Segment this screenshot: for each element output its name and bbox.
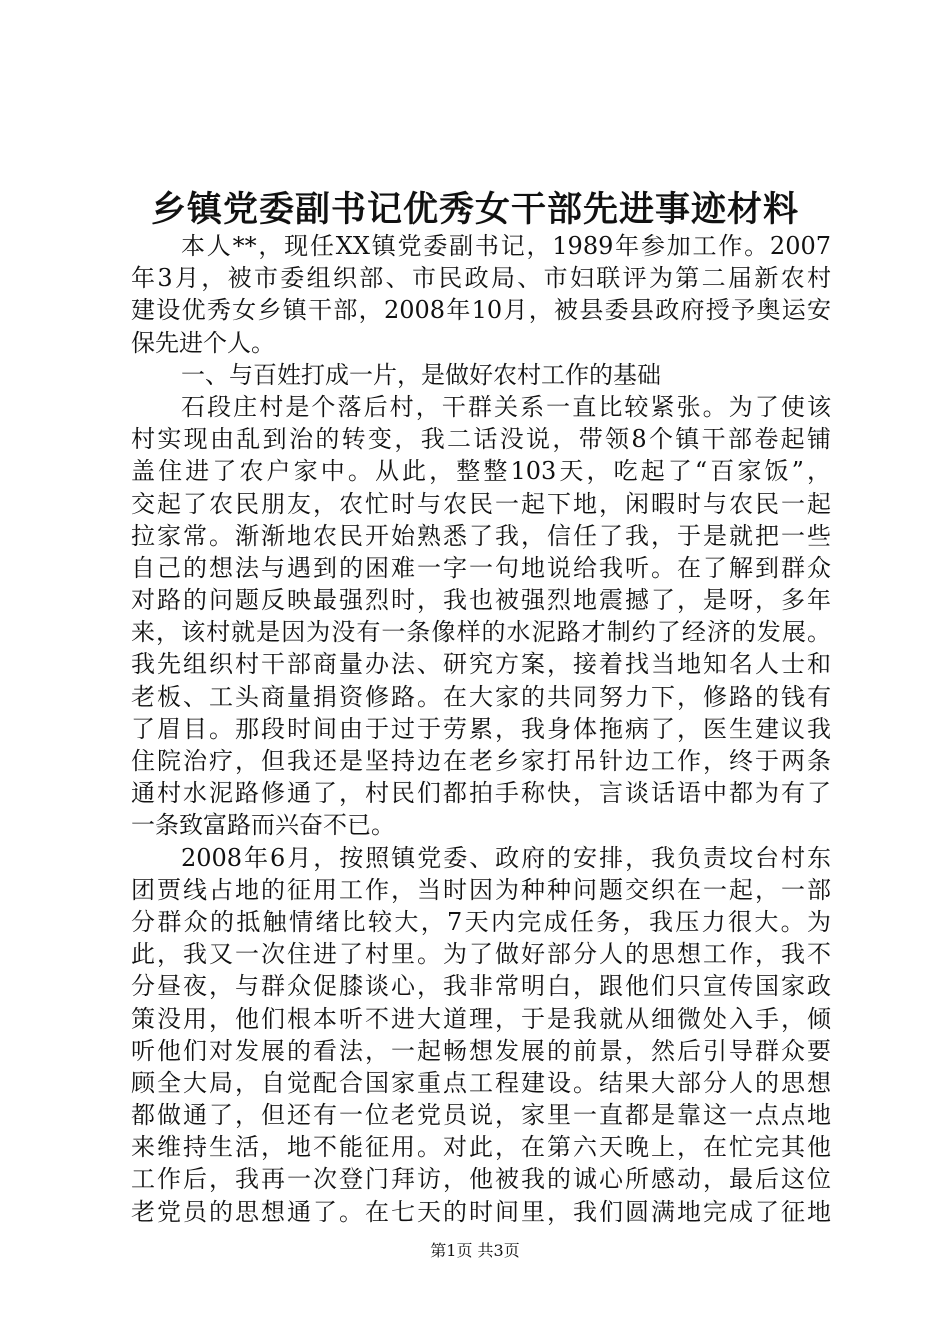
paragraph-line: 村实现由乱到治的转变，我二话没说，带领8个镇干部卷起铺	[131, 425, 831, 454]
page-number-footer: 第1页 共3页	[430, 1241, 520, 1260]
paragraph-line: 顾全大局，自觉配合国家重点工程建设。结果大部分人的思想	[131, 1068, 831, 1097]
paragraph-line: 拉家常。渐渐地农民开始熟悉了我，信任了我，于是就把一些	[131, 521, 831, 550]
paragraph-line: 分昼夜，与群众促膝谈心，我非常明白，跟他们只宣传国家政	[131, 972, 831, 1001]
paragraph-line: 保先进个人。	[131, 328, 275, 357]
paragraph-line: 一条致富路而兴奋不已。	[131, 811, 395, 840]
paragraph-line: 此，我又一次住进了村里。为了做好部分人的思想工作，我不	[131, 940, 831, 969]
document-body	[131, 230, 831, 1228]
paragraph-line: 分群众的抵触情绪比较大，7天内完成任务，我压力很大。为	[131, 907, 831, 936]
paragraph-line: 交起了农民朋友，农忙时与农民一起下地，闲暇时与农民一起	[131, 489, 831, 518]
paragraph-line: 来，该村就是因为没有一条像样的水泥路才制约了经济的发展。	[131, 618, 831, 647]
paragraph-line: 2008年6月，按照镇党委、政府的安排，我负责坟台村东	[181, 843, 831, 872]
paragraph-line: 策没用，他们根本听不进大道理，于是我就从细微处入手，倾	[131, 1004, 831, 1033]
section-heading: 一、与百姓打成一片，是做好农村工作的基础	[181, 360, 661, 389]
paragraph-line: 自己的想法与遇到的困难一字一句地说给我听。在了解到群众	[131, 553, 831, 582]
paragraph-line: 老党员的思想通了。在七天的时间里，我们圆满地完成了征地	[131, 1197, 831, 1226]
paragraph-line: 对路的问题反映最强烈时，我也被强烈地震撼了，是呀，多年	[131, 586, 831, 615]
paragraph-line: 老板、工头商量捐资修路。在大家的共同努力下，修路的钱有	[131, 682, 831, 711]
paragraph-line: 都做通了，但还有一位老党员说，家里一直都是靠这一点点地	[131, 1101, 831, 1130]
paragraph-line: 住院治疗，但我还是坚持边在老乡家打吊针边工作，终于两条	[131, 747, 831, 775]
paragraph-line: 听他们对发展的看法，一起畅想发展的前景，然后引导群众要	[131, 1036, 831, 1065]
document-title: 乡镇党委副书记优秀女干部先进事迹材料	[150, 189, 799, 230]
paragraph-line: 通村水泥路修通了，村民们都拍手称快，言谈话语中都为有了	[131, 779, 831, 808]
paragraph-line: 工作后，我再一次登门拜访，他被我的诚心所感动，最后这位	[131, 1165, 831, 1194]
paragraph-line: 来维持生活，地不能征用。对此，在第六天晚上，在忙完其他	[131, 1133, 831, 1162]
paragraph-line: 盖住进了农户家中。从此，整整103天，吃起了“百家饭”，	[131, 457, 831, 486]
paragraph-line: 年3月，被市委组织部、市民政局、市妇联评为第二届新农村	[131, 264, 831, 293]
paragraph-line: 我先组织村干部商量办法、研究方案，接着找当地知名人士和	[131, 650, 831, 679]
paragraph-line: 了眉目。那段时间由于过于劳累，我身体拖病了，医生建议我	[131, 714, 831, 743]
paragraph-line: 团贾线占地的征用工作，当时因为种种问题交织在一起，一部	[131, 875, 831, 904]
paragraph-line: 石段庄村是个落后村，干群关系一直比较紧张。为了使该	[181, 392, 831, 421]
paragraph-line: 本人**，现任XX镇党委副书记，1989年参加工作。2007	[181, 232, 831, 260]
paragraph-line: 建设优秀女乡镇干部，2008年10月，被县委县政府授予奥运安	[131, 296, 831, 325]
